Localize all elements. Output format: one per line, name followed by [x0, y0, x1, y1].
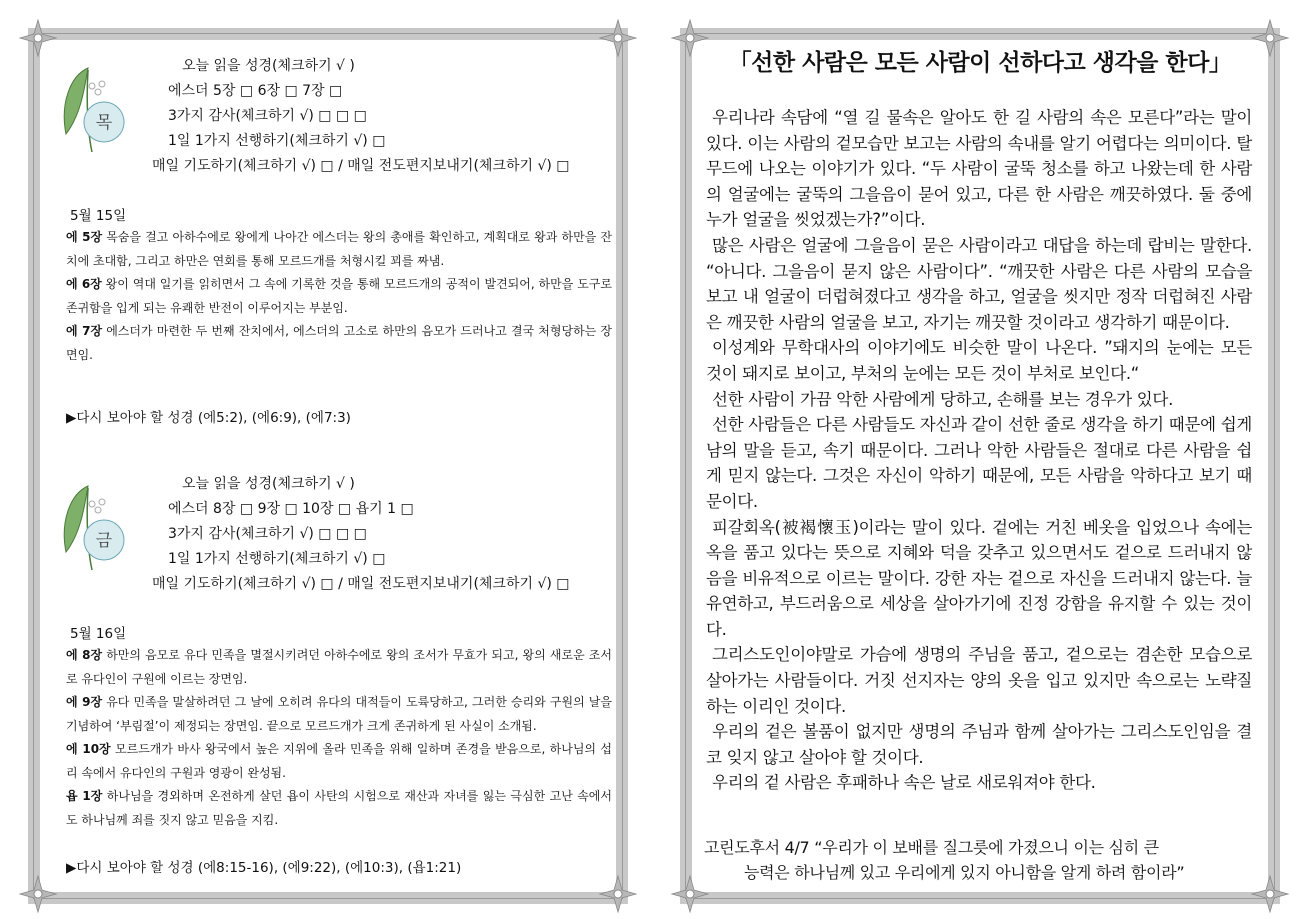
chapter-checks[interactable]: 에스더 8장 □ 9장 □ 10장 □ 욥기 1 □ [168, 501, 414, 517]
left-page [28, 28, 628, 904]
essay-paragraph: 선한 사람이 가끔 악한 사람에게 당하고, 손해를 보는 경우가 있다. [712, 389, 1174, 409]
essay-paragraph: 피갈회옥(被褐懷玉)이라는 말이 있다. 겉에는 거친 베옷을 입었으나 속에는 옥을 품고 있다는 뜻으로 지혜와 덕을 갖추고 있으면서도 겉으로 드러내지 않음을 비유적으로 이르는 말이다. 강한 자는 겉으로 자신을 드러내지 않는다. 늘 유연하고, 부드러움으로 세상을 살아가기에 진정 강함을 유지할 수 있는 것이다. [706, 517, 1252, 639]
thanks-checks[interactable]: 3가지 감사(체크하기 √) □ □ □ [168, 108, 367, 124]
leaf-day-icon [58, 482, 128, 572]
right-page [680, 28, 1280, 904]
summary-item: 에 6장 왕이 역대 일기를 읽히면서 그 속에 기록한 것을 통해 모르드개의 공적이 발견되어, 하만을 도구로 존귀함을 입게 되는 유쾌한 반전이 이루어지는 부분임. [66, 277, 612, 315]
corner-ornament-icon [598, 18, 638, 58]
corner-ornament-icon [18, 18, 58, 58]
chapter-checks[interactable]: 에스더 5장 □ 6장 □ 7장 □ [168, 83, 343, 99]
leaf-day-icon [58, 64, 128, 154]
day-char: 목 [95, 113, 113, 133]
date-label: 5월 16일 [70, 626, 127, 642]
summary-item: 에 5장 목숨을 걸고 아하수에로 왕에게 나아간 에스더는 왕의 총애를 확인하고, 계획대로 왕과 하만을 잔치에 초대함, 그리고 하만은 연회를 통해 모르드개를 처형시킬 꾀를 짜냄. [66, 230, 612, 268]
chapter-summary [66, 644, 612, 832]
essay-paragraph: 우리의 겉은 볼품이 없지만 생명의 주님과 함께 살아가는 그리스도인임을 결코 잊지 않고 살아야 할 것이다. [706, 722, 1252, 767]
thanks-checks[interactable]: 3가지 감사(체크하기 √) □ □ □ [168, 526, 367, 542]
corner-ornament-icon [18, 874, 58, 914]
chapter-summary [66, 226, 612, 367]
today-reading-label: 오늘 읽을 성경(체크하기 √ ) [182, 58, 355, 74]
summary-item: 에 10장 모르드개가 바사 왕국에서 높은 지위에 올라 민족을 위해 일하며 존경을 받음으로, 하나님의 섭리 속에서 유다인의 구원과 영광이 완성됨. [66, 742, 612, 780]
reading-checklist [152, 472, 570, 597]
prayer-checks[interactable]: 매일 기도하기(체크하기 √) □ / 매일 전도편지보내기(체크하기 √) □ [152, 576, 570, 592]
summary-item: 에 8장 하만의 음모로 유다 민족을 멸절시키려던 아하수에로 왕의 조서가 무효가 되고, 왕의 새로운 조서로 유다인이 구원에 이르는 장면임. [66, 648, 612, 686]
essay-paragraph: 그리스도인이야말로 가슴에 생명의 주님을 품고, 겉으로는 겸손한 모습으로 살아가는 사람들이다. 거짓 선지자는 양의 옷을 입고 있지만 속으로는 노략질하는 이리인 것이다. [706, 645, 1252, 716]
essay-body [706, 105, 1252, 796]
summary-item: 욥 1장 하나님을 경외하며 온전하게 살던 욥이 사탄의 시험으로 재산과 자녀를 잃는 극심한 고난 속에서도 하나님께 죄를 짓지 않고 믿음을 지킴. [66, 789, 612, 827]
summary-item: 에 9장 유다 민족을 말살하려던 그 날에 오히려 유다의 대적들이 도륙당하고, 그러한 승리와 구원의 날을 기념하여 ‘부림절’이 제정되는 장면임. 끝으로 모르드개가 크게 존귀하게 된 사실이 소개됨. [66, 695, 612, 733]
day-char: 금 [95, 531, 113, 551]
verse-line: 능력은 하나님께 있고 우리에게 있지 아니함을 알게 하려 함이라” [744, 863, 1185, 882]
essay-paragraph: 선한 사람들은 다른 사람들도 자신과 같이 선한 줄로 생각을 하기 때문에 쉽게 남의 말을 듣고, 속기 때문이다. 그러나 악한 사람들은 절대로 다른 사람을 쉽게 믿지 않는다. 그것은 자신이 악하기 때문에, 모든 사람을 악하다고 보기 때문이다. [706, 415, 1252, 511]
date-label: 5월 15일 [70, 208, 127, 224]
reread-verses: ▶다시 보아야 할 성경 (에8:15-16), (에9:22), (에10:3), (욥1:21) [66, 860, 462, 876]
essay-paragraph: 많은 사람은 얼굴에 그을음이 묻은 사람이라고 대답을 하는데 랍비는 말한다. “아니다. 그을음이 묻지 않은 사람이다”. “깨끗한 사람은 다른 사람의 모습을 보고 내 얼굴이 더럽혀졌다고 생각을 하고, 얼굴을 씻지만 정작 더럽혀진 사람은 깨끗한 사람의 얼굴을 보고, 자기는 깨끗할 것이라고 생각하기 때문이다. [706, 235, 1252, 332]
today-reading-label: 오늘 읽을 성경(체크하기 √ ) [182, 476, 355, 492]
reading-checklist [152, 54, 570, 179]
essay-paragraph: 우리나라 속담에 “열 길 물속은 알아도 한 길 사람의 속은 모른다”라는 말이 있다. 이는 사람의 겉모습만 보고는 사람의 속내를 알기 어렵다는 의미이다. 탈무드에 나오는 이야기가 있다. “두 사람이 굴뚝 청소를 하고 나왔는데 한 사람의 얼굴에는 굴뚝의 그을음이 묻어 있고, 다른 한 사람은 깨끗하였다. 둘 중에 누가 얼굴을 씻었겠는가?”이다. [706, 108, 1252, 230]
good-deed-check[interactable]: 1일 1가지 선행하기(체크하기 √) □ [168, 133, 386, 149]
good-deed-check[interactable]: 1일 1가지 선행하기(체크하기 √) □ [168, 551, 386, 567]
essay-title: 「선한 사람은 모든 사람이 선하다고 생각을 한다」 [728, 50, 1232, 76]
verse-line: 고린도후서 4/7 “우리가 이 보배를 질그릇에 가졌으니 이는 심히 큰 [704, 838, 1159, 857]
bible-verse [704, 835, 1254, 885]
corner-ornament-icon [598, 874, 638, 914]
prayer-checks[interactable]: 매일 기도하기(체크하기 √) □ / 매일 전도편지보내기(체크하기 √) □ [152, 158, 570, 174]
reread-verses: ▶다시 보아야 할 성경 (에5:2), (에6:9), (에7:3) [66, 410, 351, 426]
summary-item: 에 7장 에스더가 마련한 두 번째 잔치에서, 에스더의 고소로 하만의 음모가 드러나고 결국 처형당하는 장면임. [66, 324, 612, 362]
essay-paragraph: 이성계와 무학대사의 이야기에도 비슷한 말이 나온다. ”돼지의 눈에는 모든 것이 돼지로 보이고, 부처의 눈에는 모든 것이 부처로 보인다.“ [706, 338, 1252, 383]
essay-paragraph: 우리의 겉 사람은 후패하나 속은 날로 새로워져야 한다. [712, 773, 1096, 793]
corner-ornament-icon [1250, 874, 1290, 914]
